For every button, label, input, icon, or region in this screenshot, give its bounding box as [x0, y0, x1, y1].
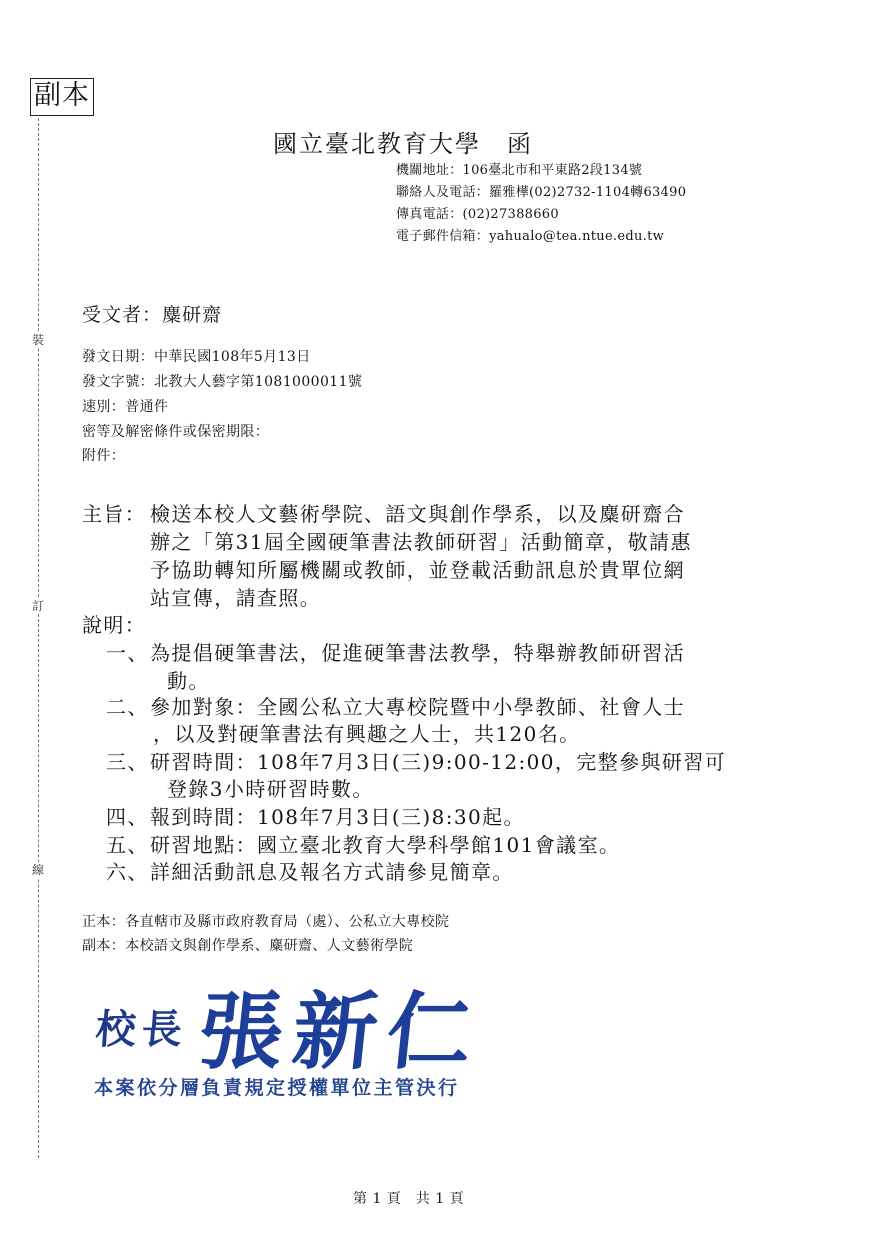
item-text: ，以及對硬筆書法有興趣之人士，共120名。 [153, 722, 581, 746]
item-text: 為提倡硬筆書法，促進硬筆書法教學，特舉辦教師研習活 [150, 641, 685, 665]
copy-recipients: 副本：本校語文與創作學系、麋研齋、人文藝術學院 [82, 938, 414, 954]
item-number: 六、 [106, 860, 149, 884]
item-text: 參加對象：全國公私立大專校院暨中小學教師、社會人士 [150, 695, 685, 719]
contact-person: 聯絡人及電話：羅雅樺(02)2732-1104轉63490 [396, 185, 687, 200]
subject-line: 辦之「第31屆全國硬筆書法教師研習」活動簡章，敬請惠 [150, 530, 692, 554]
binding-mark-staple: 訂 [31, 599, 44, 613]
item-number: 二、 [106, 695, 149, 719]
president-seal-name: 張新仁 [194, 982, 487, 1081]
copy-stamp: 副本 [30, 78, 94, 116]
item-text: 動。 [167, 669, 210, 693]
binding-mark-bind: 裝 [31, 333, 44, 347]
subject-line: 站宣傳，請查照。 [150, 586, 322, 610]
binding-mark-line: 線 [31, 863, 44, 877]
fax-number: 傳真電話：(02)27388660 [396, 207, 559, 222]
document-number: 發文字號：北教大人藝字第1081000011號 [82, 374, 363, 390]
explanation-label: 說明： [82, 613, 147, 637]
item-number: 一、 [106, 641, 149, 665]
item-number: 三、 [106, 750, 149, 774]
item-text: 登錄3小時研習時數。 [167, 777, 374, 801]
main-recipients: 正本：各直轄市及縣市政府教育局（處）、公私立大專校院 [82, 914, 450, 930]
secrecy-level: 密等及解密條件或保密期限： [82, 424, 270, 440]
item-number: 五、 [106, 833, 149, 857]
agency-address: 機關地址：106臺北市和平東路2段134號 [396, 163, 643, 178]
seal-title: 校長 [94, 1006, 190, 1053]
attachments: 附件： [82, 448, 126, 464]
document-title: 國立臺北教育大學 函 [273, 130, 533, 158]
item-number: 四、 [106, 805, 149, 829]
subject-label: 主旨： [82, 502, 147, 526]
recipient: 受文者：麋研齋 [82, 304, 223, 326]
delivery-speed: 速別：普通件 [82, 399, 169, 415]
authorization-stamp: 本案依分層負責規定授權單位主管決行 [94, 1077, 460, 1099]
item-text: 詳細活動訊息及報名方式請參見簡章。 [150, 860, 514, 884]
subject-line: 予協助轉知所屬機關或教師，並登載活動訊息於貴單位網 [150, 558, 685, 582]
issue-date: 發文日期：中華民國108年5月13日 [82, 349, 311, 365]
email-address: 電子郵件信箱：yahualo@tea.ntue.edu.tw [396, 229, 665, 244]
subject-line: 檢送本校人文藝術學院、語文與創作學系，以及麋研齋合 [150, 502, 685, 526]
item-text: 報到時間：108年7月3日(三)8:30起。 [150, 805, 525, 829]
item-text: 研習地點：國立臺北教育大學科學館101會議室。 [150, 833, 621, 857]
binding-line [38, 118, 39, 1158]
page-number: 第 1 頁 共 1 頁 [353, 1191, 465, 1207]
item-text: 研習時間：108年7月3日(三)9:00-12:00，完整參與研習可 [150, 750, 727, 774]
